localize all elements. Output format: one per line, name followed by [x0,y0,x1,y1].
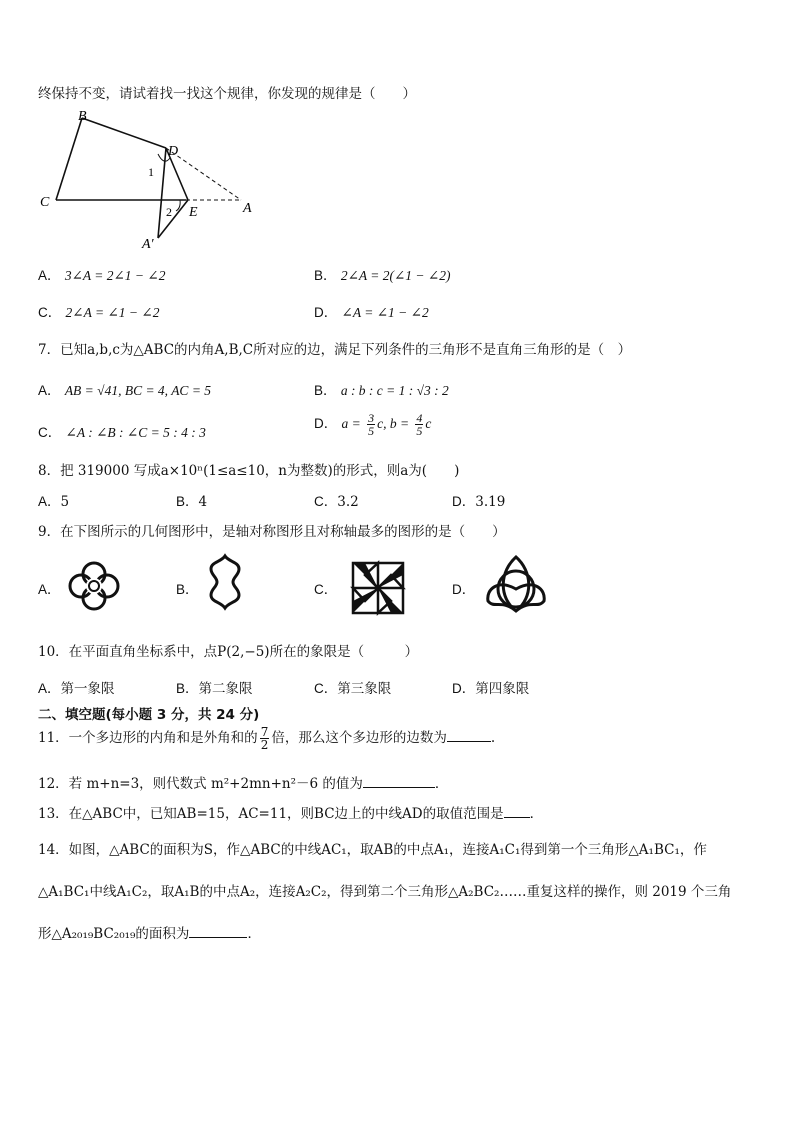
bulb-shape-icon [203,553,247,611]
fraction-denominator: 5 [416,424,423,438]
q8-option-c [314,490,359,510]
option-text: 2∠A = ∠1 − ∠2 [65,305,160,320]
q10-option-c [314,677,391,697]
option-label: D． [452,494,476,509]
q11-text: 11．一个多边形的内角和是外角和的 [38,730,258,746]
q8-stem: 8．把 319000 写成a×10ⁿ(1≤a≤10，n为整数)的形式，则a为( ) [38,463,460,479]
q9-option-d-label: D． [452,582,476,597]
option-text: 3∠A = 2∠1 − ∠2 [64,268,166,283]
fraction-numerator: 3 [368,411,375,425]
option-label: B． [314,268,337,283]
trefoil-knot-shape-icon [484,553,548,615]
option-label: A． [38,268,61,283]
answer-blank[interactable] [363,787,435,788]
option-text: 第一象限 [60,681,115,697]
q14-text: 形△A₂₀₁₉BC₂₀₁₉的面积为 [38,926,190,942]
option-label: C． [38,305,62,320]
q7-option-a [38,379,211,399]
option-text: 4 [198,494,208,510]
fig-label-a: A [243,201,252,216]
fraction-denominator: 5 [368,424,375,438]
q9-option-a-label: A． [38,582,61,597]
pinwheel-shape-icon [350,560,406,616]
fig-label-b: B [78,109,87,124]
q9-option-c-label: C． [314,582,338,597]
fig-label-2: 2 [166,205,172,219]
fig-label-1: 1 [148,165,154,179]
option-label: D． [452,681,476,696]
q7-option-b [314,379,449,399]
fraction-numerator: 4 [416,411,423,425]
q13-text: 13．在△ABC中，已知AB=15，AC=11，则BC边上的中线AD的取值范围是 [38,806,504,822]
option-text: 2∠A = 2(∠1 − ∠2) [340,268,451,283]
option-label: A． [38,383,61,398]
q7-stem: 7．已知a,b,c为△ABC的内角A,B,C所对应的边，满足下列条件的三角形不是直角三角形的是（ ） [38,342,632,358]
option-label: A． [38,494,61,509]
option-label: B． [314,383,337,398]
option-text: 3.2 [337,494,359,510]
fraction-denominator: 2 [260,738,269,752]
q8-option-a [38,490,69,510]
option-text: a = [341,416,361,431]
option-text: ∠A : ∠B : ∠C = 5 : 4 : 3 [65,425,206,440]
q6-stem-tail: 终保持不变，请试着找一找这个规律，你发现的规律是（ ） [38,86,416,102]
answer-blank[interactable] [504,817,530,818]
option-label: D． [314,416,338,431]
option-label: C． [38,425,62,440]
option-text: c [425,416,432,431]
answer-blank[interactable] [189,937,247,938]
option-text: 3.19 [475,494,506,510]
option-text: c, b = [377,416,410,431]
q14-line-3: 形△A₂₀₁₉BC₂₀₁₉的面积为 ． [38,926,261,942]
option-label: D． [314,305,338,320]
q6-option-d [314,301,429,321]
section-heading: 二、填空题(每小题 3 分，共 24 分) [38,707,260,723]
four-petal-shape-icon [66,560,122,612]
q8-option-b [176,490,207,510]
fraction [415,412,423,437]
option-text: 第三象限 [337,681,392,697]
q11: 11．一个多边形的内角和是外角和的 $\frac{7}{2}$ 倍，那么这个多边形的边数为 . [38,725,496,752]
fraction-numerator: 7 [260,725,269,739]
q10-stem: 10．在平面直角坐标系中，点P(2,−5)所在的象限是（ ） [38,644,419,660]
q14-line-2: △A₁BC₁中线A₁C₂，取A₁B的中点A₂，连接A₂C₂，得到第二个三角形△A₂BC₂……重复这样的操作，则 2019 个三角 [38,884,732,900]
q6-option-a [38,264,165,284]
q6-option-c [38,301,159,321]
option-label: C． [314,681,338,696]
q10-option-b [176,677,253,697]
q9-stem: 9．在下图所示的几何图形中，是轴对称图形且对称轴最多的图形的是（ ） [38,524,506,540]
q9-option-b-label: B． [176,582,199,597]
fig-label-c: C [40,195,50,210]
q7-option-c [38,421,206,441]
q14-line-1: 14．如图，△ABC的面积为S，作△ABC的中线AC₁，取AB的中点A₁，连接A₁C₁得到第一个三角形△A₁BC₁，作 [38,842,707,858]
fig-label-d: D [168,144,179,159]
option-label: B． [176,681,199,696]
q12: 12．若 m+n=3，则代数式 m²+2mn+n²－6 的值为 ． [38,776,449,792]
option-label: B． [176,494,199,509]
fraction [260,726,270,751]
option-text: a : b : c = 1 : √3 : 2 [340,383,449,398]
q6-option-b [314,264,450,284]
option-text: 第四象限 [475,681,530,697]
option-label: A． [38,681,61,696]
fraction [367,412,375,437]
q10-option-d [452,677,529,697]
fig-label-a-prime: A′ [142,237,154,252]
answer-blank[interactable] [447,741,491,742]
q13: 13．在△ABC中，已知AB=15，AC=11，则BC边上的中线AD的取值范围是 ． [38,806,544,822]
option-label: C． [314,494,338,509]
option-text: AB = √41, BC = 4, AC = 5 [64,383,212,398]
q7-option-d [314,412,431,437]
q11-text: 倍，那么这个多边形的边数为 [271,730,447,746]
option-text: ∠A = ∠1 − ∠2 [341,305,429,320]
q10-option-a [38,677,115,697]
fig-label-e: E [189,205,198,220]
option-text: 5 [60,494,70,510]
q8-option-d [452,490,505,510]
option-text: 第二象限 [198,681,253,697]
q12-text: 12．若 m+n=3，则代数式 m²+2mn+n²－6 的值为 [38,776,363,792]
q6-figure [36,108,266,253]
